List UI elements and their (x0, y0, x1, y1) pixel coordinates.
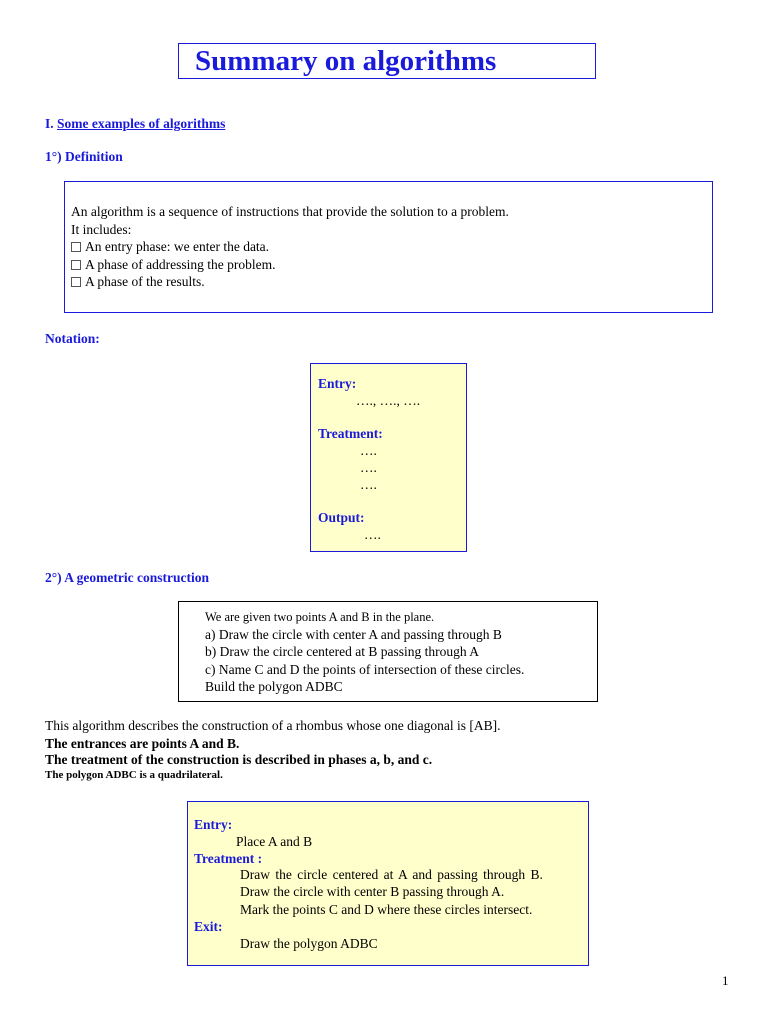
algorithm-treatment-line: Mark the points C and D where these circles intersect. (240, 902, 533, 917)
notation-output-value: …. (364, 527, 381, 542)
checkbox-bullet-icon (71, 260, 81, 270)
section-heading (45, 116, 251, 132)
geometric-content (205, 609, 524, 695)
algorithm-box (187, 801, 589, 966)
algorithm-exit-value: Draw the polygon ADBC (240, 936, 378, 951)
geometric-line: c) Name C and D the points of intersection of these circles. (205, 661, 525, 677)
definition-bullet: A phase of the results. (71, 273, 509, 291)
notation-box (310, 363, 467, 552)
geometric-line: We are given two points A and B in the plane. (205, 610, 435, 624)
notation-entry-label: Entry: (318, 376, 357, 391)
algorithm-treatment-line: Draw the circle with center B passing through A. (240, 884, 505, 899)
description-line-bold: The treatment of the construction is described in phases a, b, and c. (45, 752, 433, 767)
checkbox-bullet-icon (71, 277, 81, 287)
geometric-line: b) Draw the circle centered at B passing through A (205, 644, 480, 660)
algorithm-entry-value: Place A and B (236, 834, 313, 849)
algorithm-exit-label: Exit: (194, 919, 223, 934)
definition-box (64, 181, 713, 313)
notation-treatment-label: Treatment: (318, 426, 383, 441)
algorithm-entry-label: Entry: (194, 817, 233, 832)
notation-heading: Notation: (45, 331, 100, 346)
section-number: I. (45, 116, 54, 131)
description-line-small: The polygon ADBC is a quadrilateral. (45, 769, 223, 781)
geometric-line: a) Draw the circle with center A and passing through B (205, 627, 502, 643)
notation-entry-value: …., …., …. (356, 393, 421, 408)
title-box (178, 43, 596, 79)
definition-bullet: An entry phase: we enter the data. (71, 238, 509, 256)
checkbox-bullet-icon (71, 242, 81, 252)
definition-content (71, 203, 509, 291)
description-line: This algorithm describes the construction of a rhombus whose one diagonal is [AB]. (45, 718, 501, 733)
definition-bullet: A phase of addressing the problem. (71, 256, 509, 274)
algorithm-treatment-label: Treatment : (194, 851, 263, 866)
geometric-line: Build the polygon ADBC (205, 678, 343, 694)
definition-intro: An algorithm is a sequence of instructions that provide the solution to a problem. (71, 204, 509, 219)
notation-output-label: Output: (318, 510, 365, 525)
page-number: 1 (722, 973, 729, 988)
definition-heading: 1°) Definition (45, 149, 123, 164)
description-line-bold: The entrances are points A and B. (45, 736, 240, 751)
geometric-heading: 2°) A geometric construction (45, 570, 209, 585)
page-title: Summary on algorithms (195, 45, 497, 77)
definition-includes: It includes: (71, 221, 132, 237)
section-title: Some examples of algorithms (57, 116, 226, 131)
geometric-box (178, 601, 598, 702)
notation-treatment-line: …. (360, 477, 377, 492)
notation-treatment-line: …. (360, 443, 377, 458)
notation-treatment-line: …. (360, 460, 377, 475)
algorithm-treatment-line: Draw the circle centered at A and passing through B. (240, 867, 543, 882)
